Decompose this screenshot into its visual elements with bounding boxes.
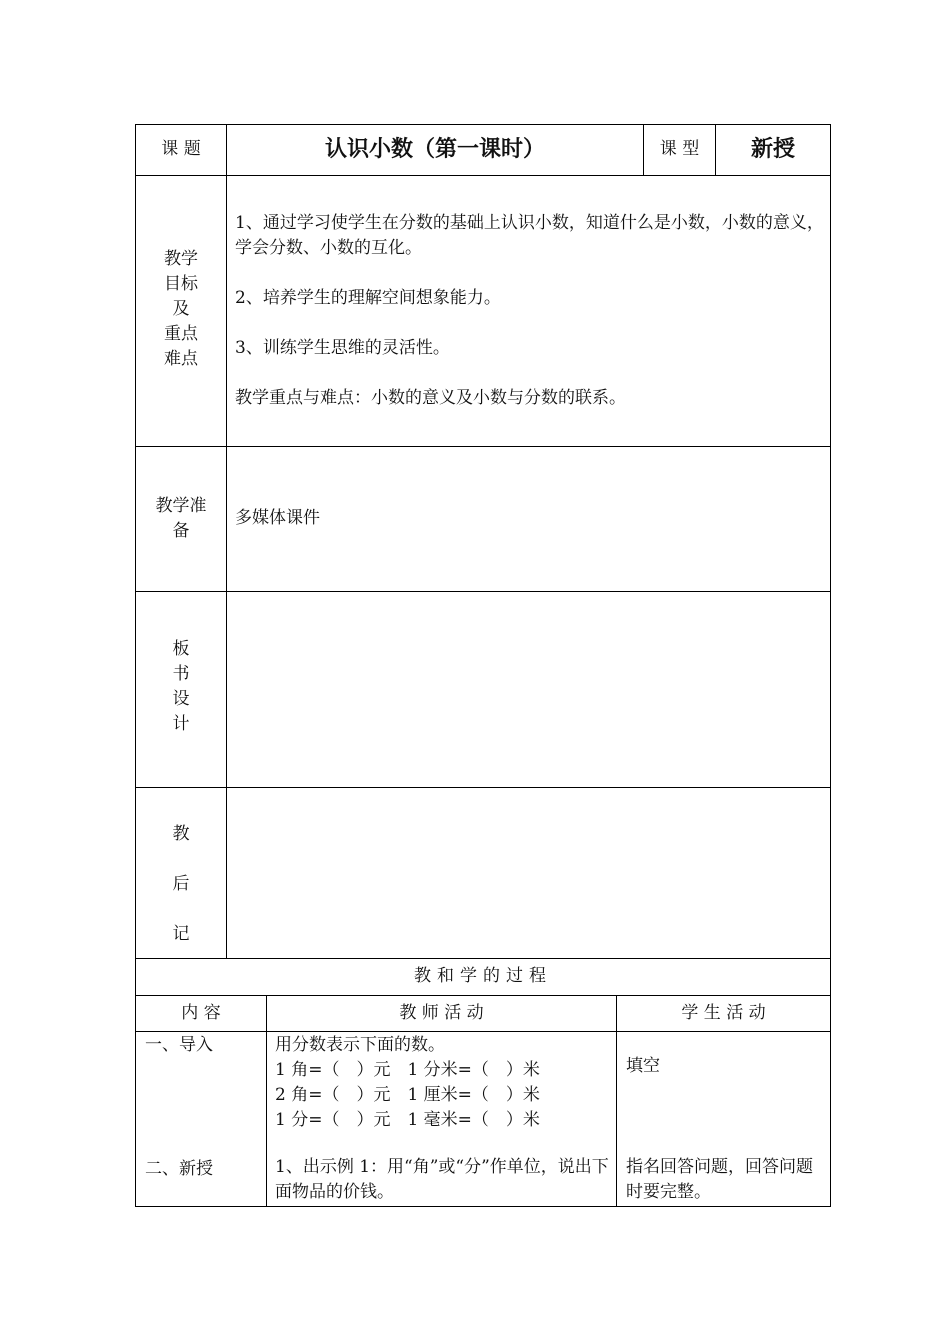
topic-label: 课 题 — [161, 139, 201, 159]
label-line: 教 — [172, 824, 190, 844]
label-line: 记 — [172, 924, 190, 944]
label-line: 计 — [172, 714, 190, 734]
label-line: 教学准 — [155, 496, 207, 516]
student-activity-new: 指名回答问题，回答问题时要完整。 — [626, 1157, 813, 1202]
section-intro: 一、导入 — [145, 1035, 213, 1055]
col-divider — [226, 124, 227, 959]
row-divider — [135, 958, 831, 959]
student-activity-intro: 填空 — [626, 1056, 660, 1076]
reflection-label — [136, 809, 226, 959]
board-design-label — [136, 637, 226, 737]
label-line: 后 — [172, 874, 190, 894]
objective-item-3: 3、训练学生思维的灵活性。 — [235, 338, 450, 358]
col-divider — [266, 995, 267, 1207]
label-line: 书 — [172, 664, 190, 684]
teacher-activity-intro — [275, 1033, 611, 1133]
lesson-title: 认识小数（第一课时） — [324, 136, 545, 162]
row-divider — [135, 1031, 831, 1032]
type-value: 新授 — [750, 136, 795, 162]
teacher-line: 1 分=（ ）元 1 毫米=（ ）米 — [275, 1110, 540, 1130]
objectives-label — [136, 247, 226, 372]
table-border-top — [135, 124, 831, 125]
col-divider — [616, 995, 617, 1207]
label-line: 难点 — [164, 349, 198, 369]
label-line: 板 — [172, 639, 190, 659]
label-line: 备 — [172, 521, 190, 541]
label-line: 及 — [172, 299, 190, 319]
col-header-student: 学 生 活 动 — [681, 1003, 766, 1023]
col-header-content: 内 容 — [181, 1003, 221, 1023]
label-line: 教学 — [164, 249, 198, 269]
label-line: 目标 — [164, 274, 198, 294]
type-label: 课 型 — [659, 139, 700, 159]
label-line: 重点 — [164, 324, 198, 344]
row-divider — [135, 446, 831, 447]
row-divider — [135, 591, 831, 592]
label-line: 设 — [172, 689, 190, 709]
table-border-right — [830, 124, 831, 1207]
preparation-content: 多媒体课件 — [235, 508, 320, 528]
teacher-line: 用分数表示下面的数。 — [275, 1035, 445, 1055]
objective-item-2: 2、培养学生的理解空间想象能力。 — [235, 288, 501, 308]
process-title: 教和学的过程 — [414, 966, 552, 986]
preparation-label — [136, 494, 226, 544]
section-new-lesson: 二、新授 — [145, 1159, 213, 1179]
col-header-teacher: 教 师 活 动 — [399, 1003, 484, 1023]
teacher-line: 1 角=（ ）元 1 分米=（ ）米 — [275, 1060, 540, 1080]
table-border-bottom — [135, 1206, 831, 1207]
teacher-line: 2 角=（ ）元 1 厘米=（ ）米 — [275, 1085, 540, 1105]
objective-item-1: 1、通过学习使学生在分数的基础上认识小数，知道什么是小数，小数的意义，学会分数、小数的互化。 — [235, 213, 824, 258]
row-divider — [135, 995, 831, 996]
teacher-activity-new: 1、出示例 1：用“角”或“分”作单位，说出下面物品的价钱。 — [275, 1157, 609, 1202]
key-points: 教学重点与难点：小数的意义及小数与分数的联系。 — [235, 388, 626, 408]
row-divider — [135, 787, 831, 788]
row-divider — [135, 175, 831, 176]
